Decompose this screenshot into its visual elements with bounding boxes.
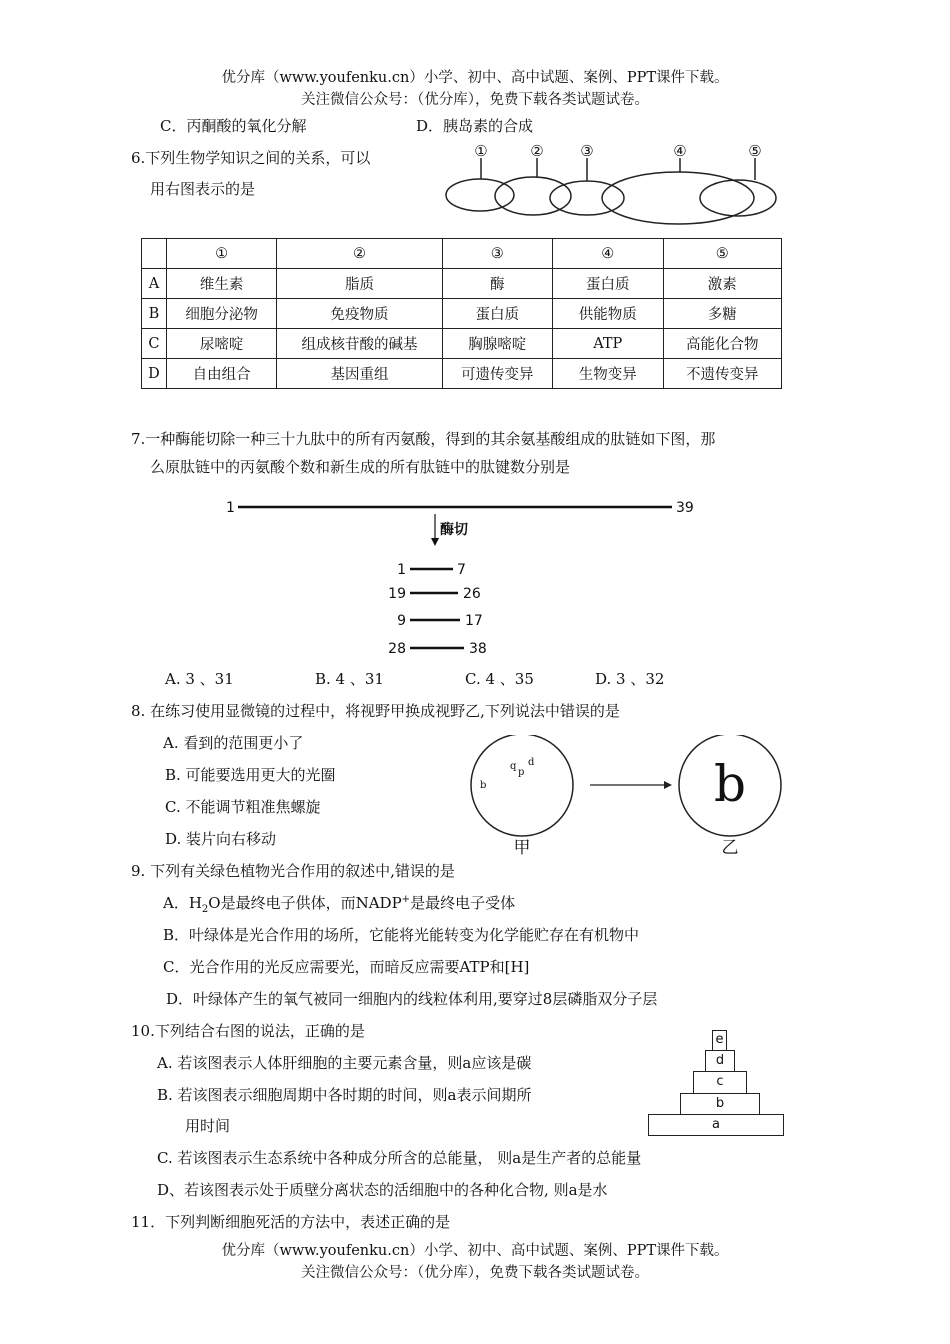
field-a-letter-b: b xyxy=(480,780,487,791)
q10-option-c: C. 若该图表示生态系统中各种成分所含的总能量， 则a是生产者的总能量 xyxy=(157,1149,642,1167)
fragment-end: 17 xyxy=(465,613,483,629)
q6-overlap-diagram xyxy=(440,140,780,230)
q10-option-a: A. 若该图表示人体肝细胞的主要元素含量，则a应该是碳 xyxy=(157,1054,532,1072)
circle-label-4: ④ xyxy=(673,142,687,160)
q9-option-d: D．叶绿体产生的氧气被同一细胞内的线粒体利用,要穿过8层磷脂双分子层 xyxy=(166,990,658,1008)
q8-option-d: D. 装片向右移动 xyxy=(165,830,277,848)
table-row xyxy=(142,299,782,329)
footer-line-2: 关注微信公众号：（优分库），免费下载各类试题试卷。 xyxy=(301,1265,649,1281)
q7-option-c: C. 4 、35 xyxy=(465,670,534,688)
q9-a-text: 是最终电子受体 xyxy=(410,894,516,912)
pyramid-level-e: e xyxy=(712,1030,727,1051)
transition-arrow-head xyxy=(664,781,672,789)
q9-stem: 9. 下列有关绿色植物光合作用的叙述中,错误的是 xyxy=(131,862,455,880)
table-cell: 尿嘧啶 xyxy=(166,329,276,359)
q10-option-d: D、若该图表示处于质壁分离状态的活细胞中的各种化合物, 则a是水 xyxy=(157,1181,608,1199)
q8-microscope-diagram xyxy=(460,735,800,860)
q9-option-b: B．叶绿体是光合作用的场所，它能将光能转变为化学能贮存在有机物中 xyxy=(163,926,640,944)
q9-option-a xyxy=(163,892,515,915)
q9-option-c: C．光合作用的光反应需要光，而暗反应需要ATP和[H] xyxy=(163,958,530,976)
table-cell: B xyxy=(142,299,167,329)
table-cell: 酶 xyxy=(442,269,552,299)
q7-peptide-diagram xyxy=(220,492,710,662)
enzyme-arrow-head xyxy=(431,538,439,546)
q8-option-b: B. 可能要选用更大的光圈 xyxy=(165,766,336,784)
header-line-2: 关注微信公众号：（优分库），免费下载各类试题试卷。 xyxy=(301,92,649,108)
header-line-1: 优分库（www.youfenku.cn）小学、初中、高中试题、案例、PPT课件下载。 xyxy=(221,70,729,86)
q8-option-a: A. 看到的范围更小了 xyxy=(163,734,304,752)
q6-stem-line1: 6.下列生物学知识之间的关系，可以 xyxy=(131,149,371,167)
q9-a-subscript: 2 xyxy=(201,904,209,915)
circle-3 xyxy=(550,181,624,215)
fragment-start: 9 xyxy=(397,613,406,629)
table-row xyxy=(142,329,782,359)
full-end: 39 xyxy=(676,500,694,516)
table-cell: 组成核苷酸的碱基 xyxy=(277,329,442,359)
table-cell: ⑤ xyxy=(663,239,781,269)
circle-label-1: ① xyxy=(474,142,488,160)
q10-option-b-line2: 用时间 xyxy=(185,1117,231,1135)
circle-label-3: ③ xyxy=(580,142,594,160)
q9-a-superscript: + xyxy=(401,894,411,905)
q9-a-text: O是最终电子供体，而NADP xyxy=(208,894,402,912)
pyramid-level-b: b xyxy=(680,1093,760,1115)
table-cell: 可遗传变异 xyxy=(442,359,552,389)
q11-stem: 11．下列判断细胞死活的方法中，表述正确的是 xyxy=(131,1213,451,1231)
table-cell: 脂质 xyxy=(277,269,442,299)
q9-a-text: A．H xyxy=(163,894,202,912)
q6-stem-line2: 用右图表示的是 xyxy=(150,180,256,198)
circle-label-2: ② xyxy=(530,142,544,160)
table-cell: 蛋白质 xyxy=(552,269,663,299)
pyramid-level-a: a xyxy=(648,1114,784,1136)
pyramid-level-c: c xyxy=(693,1071,747,1094)
table-row xyxy=(142,359,782,389)
table-cell: ③ xyxy=(442,239,552,269)
table-row xyxy=(142,269,782,299)
pyramid-level-d: d xyxy=(705,1050,735,1072)
q7-stem-line1: 7.一种酶能切除一种三十九肽中的所有丙氨酸，得到的其余氨基酸组成的肽链如下图，那 xyxy=(131,430,716,448)
table-header-row xyxy=(142,239,782,269)
table-cell: 高能化合物 xyxy=(663,329,781,359)
full-start: 1 xyxy=(226,500,235,516)
table-cell xyxy=(142,239,167,269)
table-cell: 维生素 xyxy=(166,269,276,299)
table-cell: ④ xyxy=(552,239,663,269)
table-cell: D xyxy=(142,359,167,389)
table-cell: 生物变异 xyxy=(552,359,663,389)
fragment-start: 19 xyxy=(388,586,406,602)
field-b-letter: b xyxy=(713,755,747,813)
table-cell: C xyxy=(142,329,167,359)
q7-option-a: A. 3 、31 xyxy=(165,670,234,688)
fragment-end: 38 xyxy=(469,641,487,657)
table-cell: 不遗传变异 xyxy=(663,359,781,389)
field-a-letter-p: p xyxy=(518,767,525,778)
q8-stem: 8. 在练习使用显微镜的过程中，将视野甲换成视野乙,下列说法中错误的是 xyxy=(131,702,620,720)
table-cell: ATP xyxy=(552,329,663,359)
q7-stem-line2: 么原肽链中的丙氨酸个数和新生成的所有肽链中的肽键数分别是 xyxy=(150,458,571,476)
table-cell: 基因重组 xyxy=(277,359,442,389)
q10-option-b-line1: B. 若该图表示细胞周期中各时期的时间，则a表示间期所 xyxy=(157,1086,532,1104)
prev-option-d: D．胰岛素的合成 xyxy=(416,117,534,135)
q10-stem: 10.下列结合右图的说法，正确的是 xyxy=(131,1022,365,1040)
table-cell: A xyxy=(142,269,167,299)
q7-option-b: B. 4 、31 xyxy=(315,670,384,688)
circle-5 xyxy=(700,180,776,216)
table-cell: ① xyxy=(166,239,276,269)
circle-label-5: ⑤ xyxy=(748,142,762,160)
table-cell: ② xyxy=(277,239,442,269)
table-cell: 免疫物质 xyxy=(277,299,442,329)
fragment-end: 26 xyxy=(463,586,481,602)
q8-option-c: C. 不能调节粗准焦螺旋 xyxy=(165,798,321,816)
fragment-start: 1 xyxy=(397,562,406,578)
field-a-letter-q: q xyxy=(510,761,517,772)
field-a-letter-d: d xyxy=(528,757,535,768)
table-cell: 自由组合 xyxy=(166,359,276,389)
prev-option-c: C．丙酮酸的氧化分解 xyxy=(160,117,307,135)
table-cell: 激素 xyxy=(663,269,781,299)
q7-option-d: D. 3 、32 xyxy=(595,670,665,688)
table-cell: 供能物质 xyxy=(552,299,663,329)
table-cell: 细胞分泌物 xyxy=(166,299,276,329)
q6-table xyxy=(141,238,782,389)
field-a-label: 甲 xyxy=(513,838,531,858)
fragment-end: 7 xyxy=(457,562,466,578)
field-b-label: 乙 xyxy=(721,838,739,858)
fragment-start: 28 xyxy=(388,641,406,657)
enzyme-label: 酶切 xyxy=(440,522,468,538)
table-cell: 多糖 xyxy=(663,299,781,329)
footer-line-1: 优分库（www.youfenku.cn）小学、初中、高中试题、案例、PPT课件下载。 xyxy=(221,1243,729,1259)
table-cell: 胸腺嘧啶 xyxy=(442,329,552,359)
table-cell: 蛋白质 xyxy=(442,299,552,329)
